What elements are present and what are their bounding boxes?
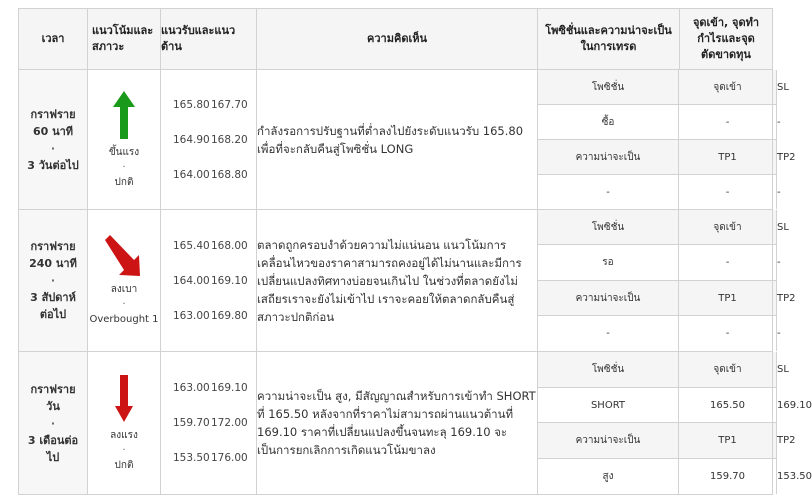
grid-value-row: - - -: [538, 316, 777, 351]
trend-separator: ·: [122, 299, 126, 310]
probability-label: ความน่าจะเป็น: [538, 423, 679, 459]
support-level: 164.00: [173, 168, 210, 181]
grid-label-row: ความน่าจะเป็น TP1 TP2: [538, 140, 777, 175]
trade-analysis-table: [18, 8, 812, 495]
support-resistance-cell: [161, 210, 257, 352]
resistance-level: 169.10: [211, 274, 248, 287]
grid-value-row: รอ - -: [538, 245, 777, 281]
resistance-level: 176.00: [211, 452, 248, 464]
support-level: 163.00: [173, 309, 210, 322]
position-grid: [538, 70, 796, 209]
tp1-value: 159.70: [679, 459, 777, 494]
support-resistance-cell: [161, 70, 257, 210]
header-position: [538, 9, 680, 70]
table-row: [19, 210, 773, 352]
grid-label-row: ความน่าจะเป็น TP1 TP2: [538, 423, 777, 459]
sr-pair: [161, 441, 256, 476]
trend-separator: ·: [122, 444, 126, 456]
timeframe-line: กราฟราย: [30, 107, 76, 121]
resistance-level: 169.10: [211, 382, 248, 394]
comment-cell: กำลังรอการปรับฐานที่ต่ำลงไปยังระดับแนวรับ 165.80 เพื่อที่จะกลับคืนสู่โพซิชั่น LONG: [257, 70, 538, 210]
timeframe-line: กราฟราย: [30, 240, 76, 253]
timeframe-separator: ·: [50, 274, 56, 287]
position-grid: [538, 210, 796, 351]
sr-pair: [161, 122, 256, 157]
header-position-label: โพซิชั่นและความน่าจะเป็นในการเทรด: [545, 24, 672, 53]
trend-strength: ลงแรง: [110, 429, 138, 441]
entry-value: -: [679, 245, 777, 281]
tp1-label: TP1: [679, 140, 777, 175]
sr-pair: [161, 406, 256, 441]
header-comment: ความคิดเห็น: [257, 9, 538, 70]
sr-pair: [161, 263, 256, 298]
trend-strength: ขึ้นแรง: [108, 147, 140, 158]
position-grid: [538, 352, 812, 494]
position-label: โพซิชั่น: [538, 210, 679, 245]
header-time: เวลา: [19, 9, 88, 70]
header-trend-label: แนวโน้มและสภาวะ: [92, 24, 154, 53]
resistance-level: 168.20: [211, 133, 248, 146]
grid-value-row: ซื้อ - -: [538, 105, 777, 140]
up-arrow-icon: [112, 89, 136, 141]
table-row: [19, 352, 773, 495]
timeframe-line: ไป: [46, 450, 60, 464]
resistance-level: 169.80: [211, 309, 248, 322]
position-value: รอ: [538, 245, 679, 281]
entry-label: จุดเข้า: [679, 210, 777, 245]
table-header-row: [19, 9, 773, 70]
probability-value: -: [538, 316, 679, 351]
support-level: 164.90: [173, 133, 210, 146]
timeframe-cell: [19, 70, 88, 210]
timeframe-cell: [19, 352, 88, 495]
entry-label: จุดเข้า: [679, 352, 777, 387]
sr-pair: [161, 87, 256, 122]
position-grid-cell: [538, 210, 796, 352]
trend-condition: ปกติ: [114, 177, 134, 188]
resistance-level: 168.80: [211, 168, 248, 181]
tp1-value: -: [679, 316, 777, 351]
position-label: โพซิชั่น: [538, 352, 679, 387]
timeframe-line: 3 เดือนต่อ: [27, 433, 79, 447]
trend-condition: Overbought 1: [89, 314, 159, 325]
entry-value: -: [679, 105, 777, 140]
trend-condition: ปกติ: [114, 459, 134, 471]
grid-value-row: SHORT 165.50 169.10: [538, 387, 777, 423]
support-level: 165.80: [173, 98, 210, 111]
timeframe-line: 60 นาที: [32, 124, 74, 138]
timeframe-line: 240 นาที: [29, 257, 77, 270]
position-value: ซื้อ: [538, 105, 679, 140]
entry-value: 165.50: [679, 387, 777, 423]
support-resistance-cell: [161, 352, 257, 495]
grid-value-row: - - -: [538, 175, 777, 210]
position-grid-cell: [538, 352, 812, 495]
resistance-level: 167.70: [211, 98, 248, 111]
support-level: 164.00: [173, 274, 210, 287]
header-support-resistance: [161, 9, 257, 70]
grid-label-row: โพซิชั่น จุดเข้า SL: [538, 352, 777, 387]
timeframe-line: วัน: [46, 399, 60, 413]
resistance-level: 172.00: [211, 417, 248, 429]
support-level: 159.70: [173, 417, 210, 429]
probability-label: ความน่าจะเป็น: [538, 280, 679, 316]
tp1-label: TP1: [679, 423, 777, 459]
trend-strength: ลงเบา: [110, 284, 138, 295]
comment-cell: ความน่าจะเป็น สูง, มีสัญญาณสำหรับการเข้าทำ SHORT ที่ 165.50 หลังจากที่ราคาไม่สามารถผ่านแนวต้านที่ 169.10 ราคาที่เปลี่ยนแปลงขึ้นจนทะลุ 169.10 จะเป็นการยกเลิกการเกิดแนวโน้มขาลง: [257, 352, 538, 495]
timeframe-separator: ·: [50, 416, 56, 430]
tp1-label: TP1: [679, 280, 777, 316]
header-sr-label: แนวรับและแนวต้าน: [161, 24, 236, 53]
timeframe-line: ต่อไป: [39, 308, 67, 321]
grid-label-row: โพซิชั่น จุดเข้า SL: [538, 70, 777, 105]
trend-cell: [88, 352, 161, 495]
probability-value: สูง: [538, 459, 679, 494]
table-row: [19, 70, 773, 210]
probability-label: ความน่าจะเป็น: [538, 140, 679, 175]
grid-label-row: ความน่าจะเป็น TP1 TP2: [538, 280, 777, 316]
support-level: 165.40: [173, 239, 210, 252]
timeframe-separator: ·: [50, 141, 56, 155]
position-value: SHORT: [538, 387, 679, 423]
sr-pair: [161, 298, 256, 333]
down-arrow-icon: [114, 374, 134, 424]
header-entry: [680, 9, 773, 70]
sr-pair: [161, 228, 256, 263]
down-right-arrow-icon: [104, 234, 144, 278]
trend-cell: [88, 70, 161, 210]
grid-label-row: โพซิชั่น จุดเข้า SL: [538, 210, 777, 245]
sr-pair: [161, 157, 256, 192]
tp1-value: -: [679, 175, 777, 210]
position-grid-cell: [538, 70, 796, 210]
trend-cell: [88, 210, 161, 352]
comment-cell: ตลาดถูกครอบงำด้วยความไม่แน่นอน แนวโน้มการเคลื่อนไหวของราคาสามารถคงอยู่ได้ไม่นานและมีการเปลี่ยนแปลงทิศทางบ่อยจนเกินไป ในช่วงที่ตลาดยังไม่เสถียรเราจะยังไม่เข้าไป เราจะคอยให้ตลาดกลับคืนสู่สภาวะปกติก่อน: [257, 210, 538, 352]
entry-label: จุดเข้า: [679, 70, 777, 105]
timeframe-line: 3 วันต่อไป: [27, 158, 79, 172]
position-label: โพซิชั่น: [538, 70, 679, 105]
timeframe-cell: [19, 210, 88, 352]
header-trend: [88, 9, 161, 70]
timeframe-line: 3 สัปดาห์: [30, 291, 76, 304]
resistance-level: 168.00: [211, 239, 248, 252]
support-level: 163.00: [173, 382, 210, 394]
support-level: 153.50: [173, 452, 210, 464]
grid-value-row: สูง 159.70 153.50: [538, 459, 777, 494]
trend-separator: ·: [122, 162, 126, 173]
sr-pair: [161, 371, 256, 406]
probability-value: -: [538, 175, 679, 210]
timeframe-line: กราฟราย: [30, 382, 76, 396]
header-entry-label: จุดเข้า, จุดทำกำไรและจุดตัดขาดทุน: [692, 16, 760, 61]
